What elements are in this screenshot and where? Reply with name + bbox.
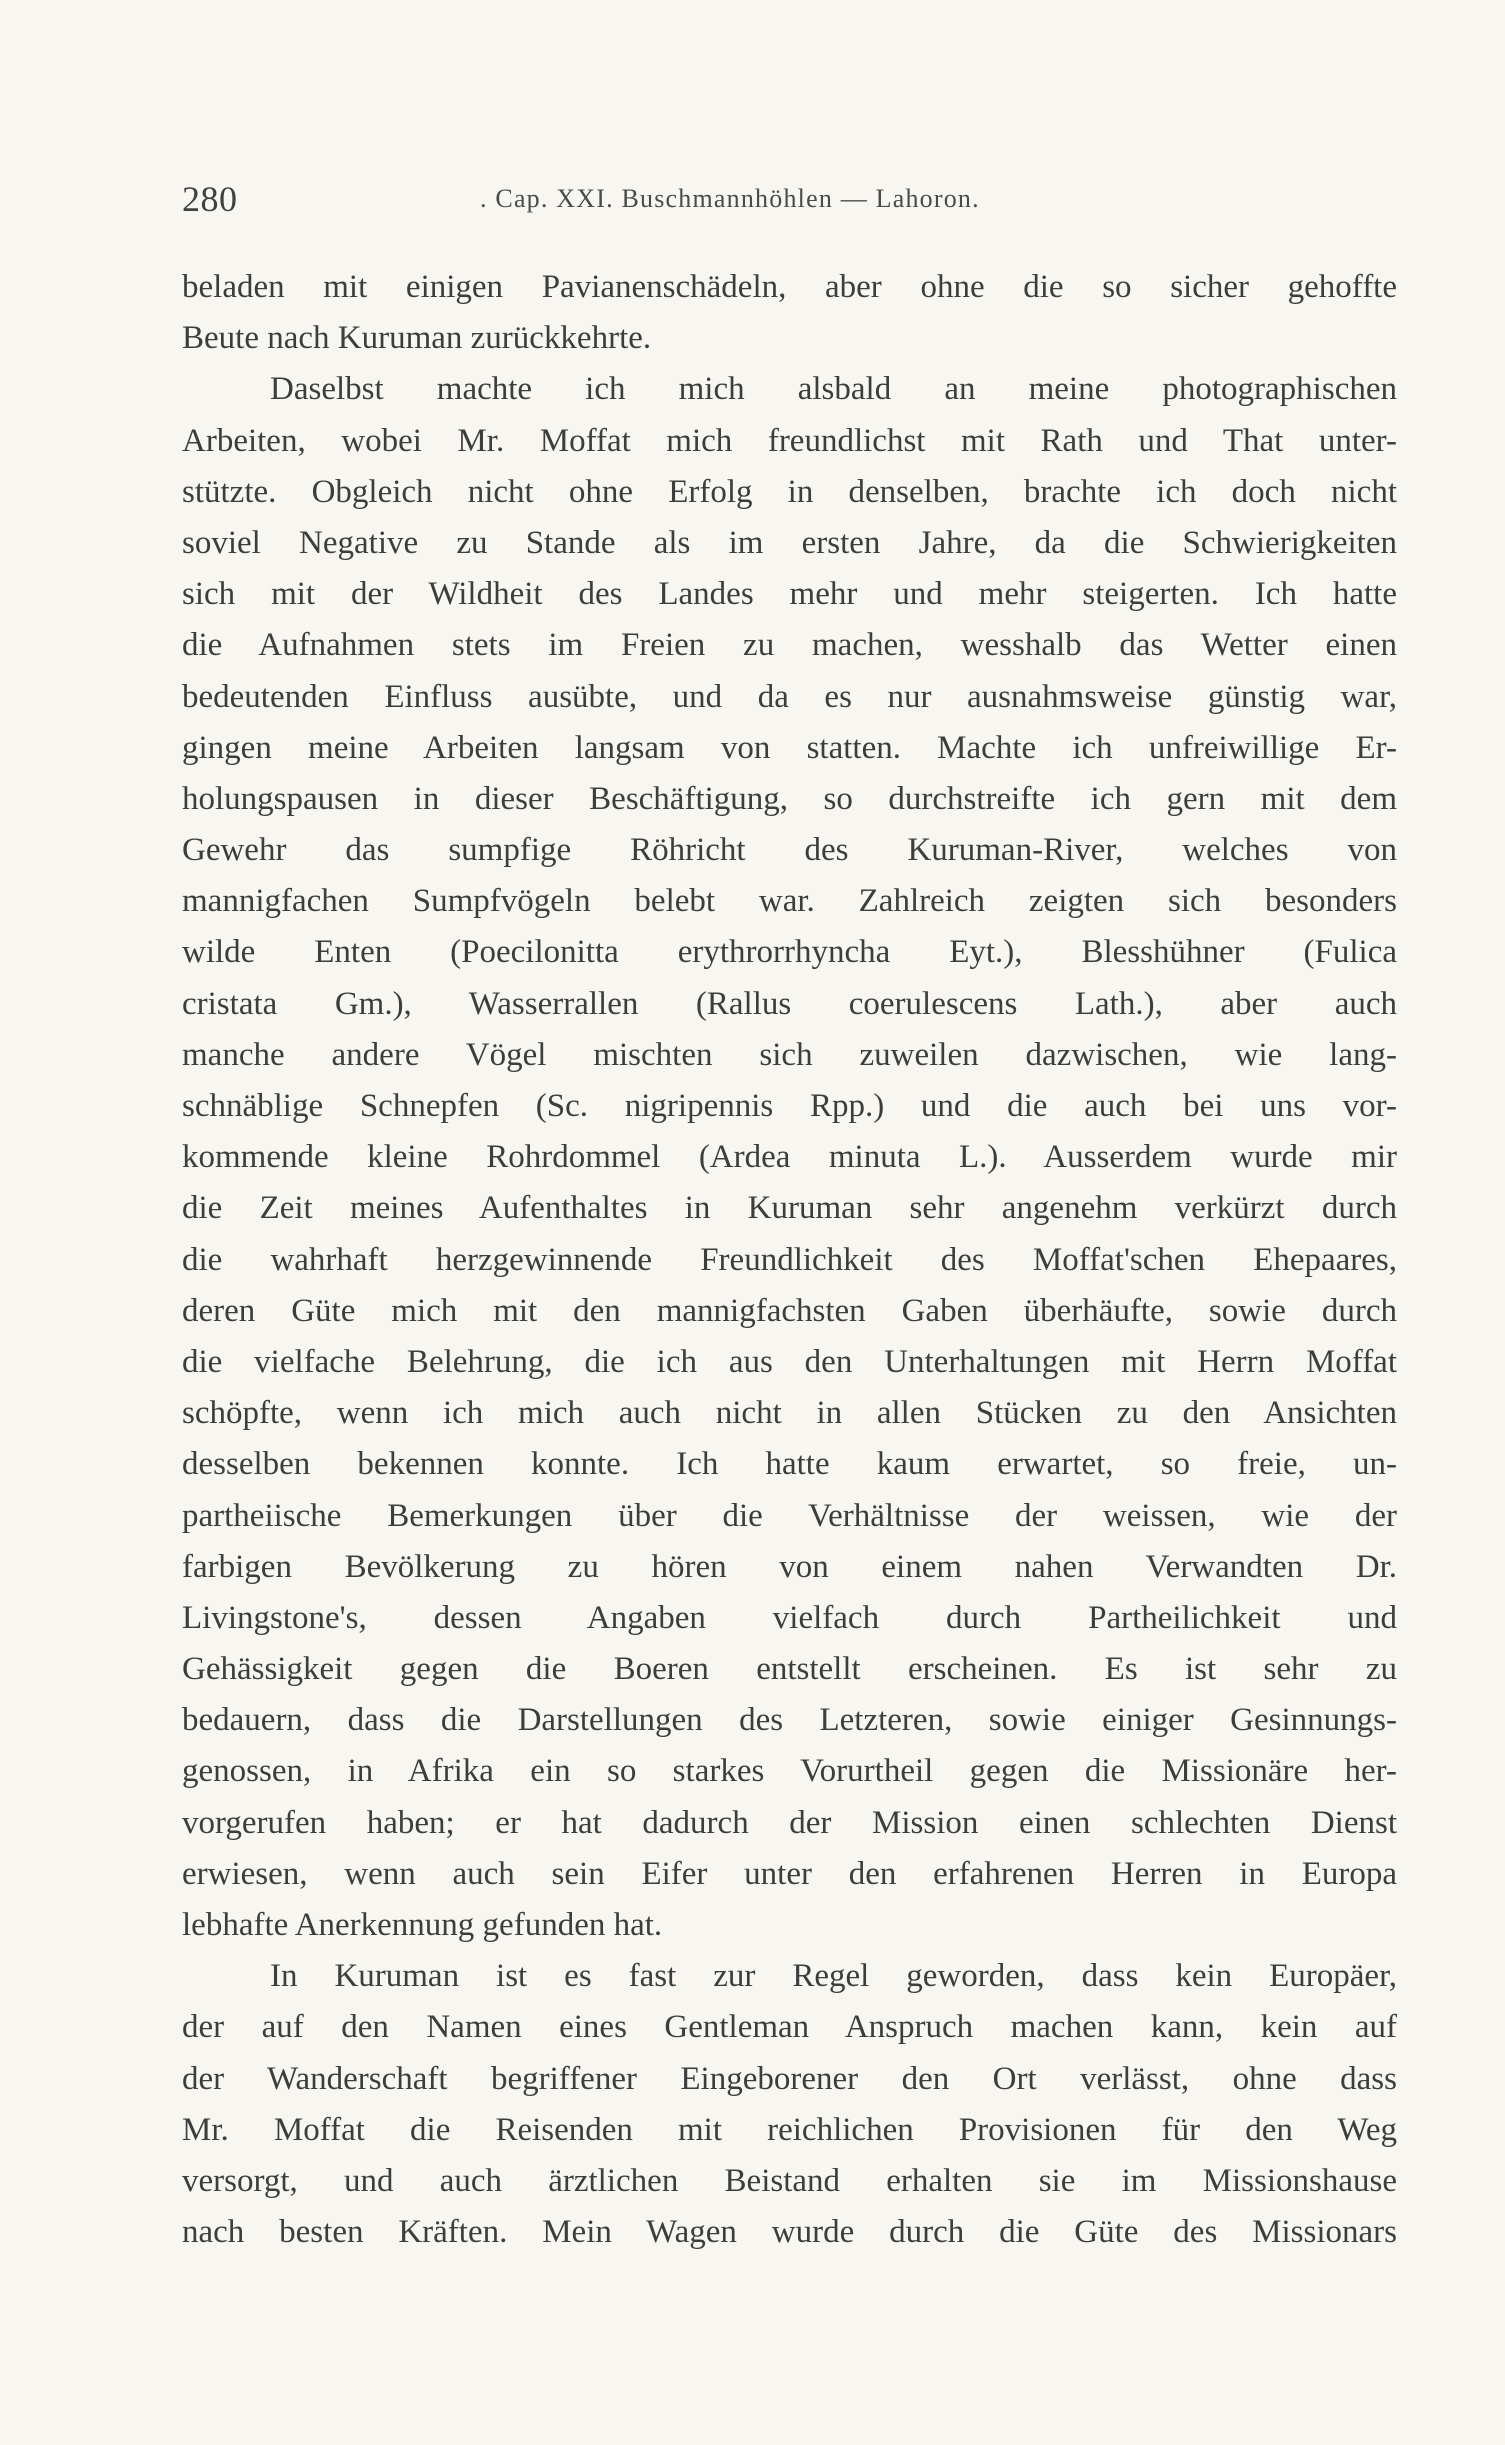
text-line: die Aufnahmen stets im Freien zu machen, wesshalb das Wetter einen <box>182 627 1397 664</box>
text-line: die vielfache Belehrung, die ich aus den Unterhaltungen mit Herrn Moffat <box>182 1343 1397 1380</box>
text-line: farbigen Bevölkerung zu hören von einem nahen Verwandten Dr. <box>182 1548 1397 1585</box>
text-line: nach besten Kräften. Mein Wagen wurde durch die Güte des Missionars <box>182 2214 1397 2251</box>
text-line: versorgt, und auch ärztlichen Beistand erhalten sie im Missionshause <box>182 2162 1397 2199</box>
text-line: die wahrhaft herzgewinnende Freundlichkeit des Moffat'schen Ehepaares, <box>182 1241 1397 1278</box>
text-line: wilde Enten (Poecilonitta erythrorrhyncha Eyt.), Blesshühner (Fulica <box>182 934 1397 971</box>
text-line: Arbeiten, wobei Mr. Moffat mich freundlichst mit Rath und That unter- <box>182 422 1397 459</box>
running-head <box>182 178 1397 222</box>
text-line: sich mit der Wildheit des Landes mehr und mehr steigerten. Ich hatte <box>182 576 1397 613</box>
page-number: 280 <box>182 179 238 219</box>
text-line: soviel Negative zu Stande als im ersten Jahre, da die Schwierigkeiten <box>182 524 1397 561</box>
text-line: kommende kleine Rohrdommel (Ardea minuta L.). Ausserdem wurde mir <box>182 1139 1397 1176</box>
text-line: schöpfte, wenn ich mich auch nicht in allen Stücken zu den Ansichten <box>182 1395 1397 1432</box>
text-line: bedauern, dass die Darstellungen des Letzteren, sowie einiger Gesinnungs- <box>182 1702 1397 1739</box>
text-line: manche andere Vögel mischten sich zuweilen dazwischen, wie lang- <box>182 1036 1397 1073</box>
text-line: Mr. Moffat die Reisenden mit reichlichen Provisionen für den Weg <box>182 2111 1397 2148</box>
text-line: gingen meine Arbeiten langsam von statten. Machte ich unfreiwillige Er- <box>182 729 1397 766</box>
text-line: partheiische Bemerkungen über die Verhältnisse der weissen, wie der <box>182 1497 1397 1534</box>
text-line: vorgerufen haben; er hat dadurch der Mission einen schlechten Dienst <box>182 1804 1397 1841</box>
text-line: der Wanderschaft begriffener Eingeborener den Ort verlässt, ohne dass <box>182 2060 1397 2097</box>
body-text <box>182 262 1397 2258</box>
text-line: genossen, in Afrika ein so starkes Vorurtheil gegen die Missionäre her- <box>182 1753 1397 1790</box>
text-line: cristata Gm.), Wasserrallen (Rallus coerulescens Lath.), aber auch <box>182 985 1397 1022</box>
text-line: In Kuruman ist es fast zur Regel geworden, dass kein Europäer, <box>270 1958 1397 1995</box>
text-line: Daselbst machte ich mich alsbald an meine photographischen <box>270 371 1397 408</box>
chapter-title: . Cap. XXI. Buschmannhöhlen — Lahoron. <box>480 184 980 213</box>
text-line: erwiesen, wenn auch sein Eifer unter den erfahrenen Herren in Europa <box>182 1855 1397 1892</box>
text-line: deren Güte mich mit den mannigfachsten Gaben überhäufte, sowie durch <box>182 1292 1397 1329</box>
text-line: bedeutenden Einfluss ausübte, und da es nur ausnahmsweise günstig war, <box>182 678 1397 715</box>
text-line: mannigfachen Sumpfvögeln belebt war. Zahlreich zeigten sich besonders <box>182 883 1397 920</box>
text-line: Beute nach Kuruman zurückkehrte. <box>182 320 652 357</box>
text-line: lebhafte Anerkennung gefunden hat. <box>182 1907 663 1943</box>
text-line: stützte. Obgleich nicht ohne Erfolg in denselben, brachte ich doch nicht <box>182 473 1397 510</box>
text-line: holungspausen in dieser Beschäftigung, so durchstreifte ich gern mit dem <box>182 780 1397 817</box>
text-line: Livingstone's, dessen Angaben vielfach durch Partheilichkeit und <box>182 1599 1397 1636</box>
text-line: die Zeit meines Aufenthaltes in Kuruman sehr angenehm verkürzt durch <box>182 1190 1397 1227</box>
text-line: der auf den Namen eines Gentleman Anspruch machen kann, kein auf <box>182 2009 1397 2046</box>
text-line: beladen mit einigen Pavianenschädeln, aber ohne die so sicher gehoffte <box>182 269 1397 305</box>
text-line: Gehässigkeit gegen die Boeren entstellt erscheinen. Es ist sehr zu <box>182 1651 1397 1688</box>
text-line: Gewehr das sumpfige Röhricht des Kuruman-River, welches von <box>182 832 1397 869</box>
text-line: desselben bekennen konnte. Ich hatte kaum erwartet, so freie, un- <box>182 1446 1397 1483</box>
text-line: schnäblige Schnepfen (Sc. nigripennis Rpp.) und die auch bei uns vor- <box>182 1088 1397 1124</box>
